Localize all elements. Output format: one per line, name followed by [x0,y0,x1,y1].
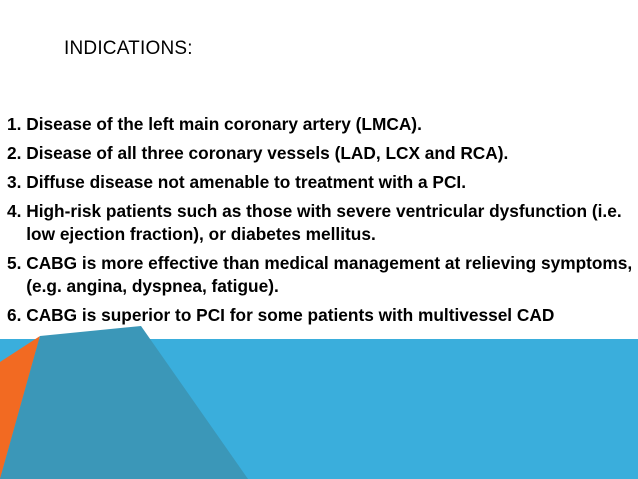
item-number: 3. [7,172,27,192]
list-item [7,171,635,194]
list-item [7,252,635,298]
item-number: 2. [7,143,27,163]
slide-title: INDICATIONS: [64,38,193,59]
item-text: CABG is superior to PCI for some patients with multivessel CAD [26,305,555,325]
item-text: Disease of the left main coronary artery (LMCA). [26,114,422,134]
item-text: CABG is more effective than medical management at relieving symptoms, (e.g. angina, dyspnea, fatigue). [26,253,633,296]
item-text: Diffuse disease not amenable to treatment with a PCI. [26,172,467,192]
list-item [7,113,635,136]
item-text: High-risk patients such as those with severe ventricular dysfunction (i.e. low ejection fraction), or diabetes mellitus. [26,201,622,244]
list-item [7,304,635,327]
item-number: 5. [7,253,27,273]
item-number: 6. [7,305,27,325]
list-item [7,200,635,246]
item-number: 4. [7,201,27,221]
item-number: 1. [7,114,27,134]
indications-list [7,113,635,333]
list-item [7,142,635,165]
item-text: Disease of all three coronary vessels (LAD, LCX and RCA). [26,143,509,163]
